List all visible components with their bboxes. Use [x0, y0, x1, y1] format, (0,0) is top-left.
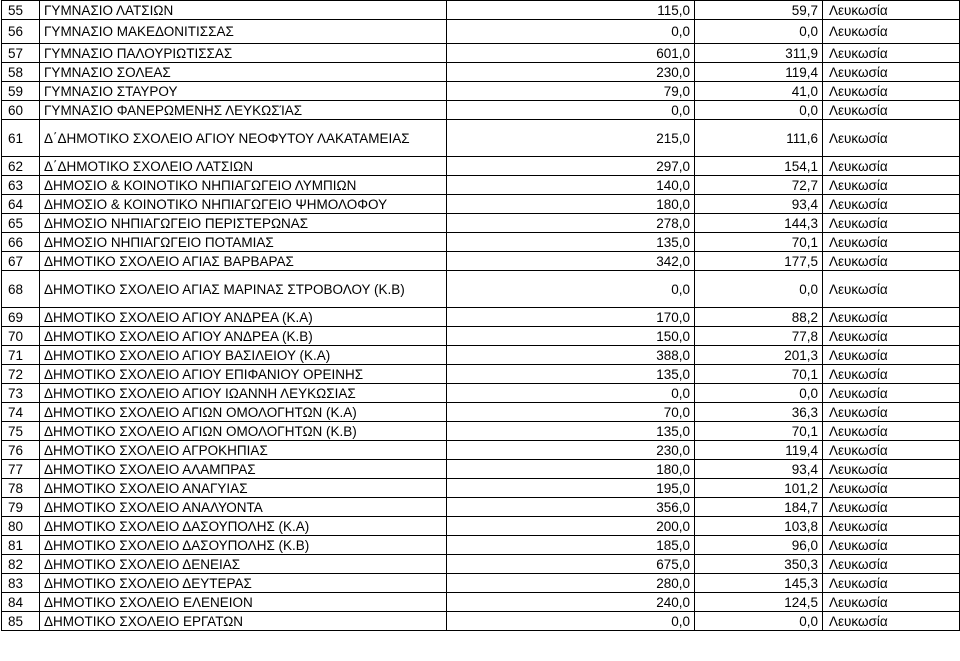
- row-number: 58: [2, 63, 40, 82]
- city: Λευκωσία: [823, 441, 960, 460]
- table-row: [2, 403, 960, 422]
- table-row: [2, 574, 960, 593]
- city: Λευκωσία: [823, 308, 960, 327]
- table-row: [2, 346, 960, 365]
- value-2: 59,7: [695, 1, 823, 20]
- table-row: [2, 441, 960, 460]
- school-name: ΔΗΜΟΣΙΟ & ΚΟΙΝΟΤΙΚΟ ΝΗΠΙΑΓΩΓΕΙΟ ΛΥΜΠΙΩΝ: [40, 176, 447, 195]
- value-1: 170,0: [447, 308, 695, 327]
- school-name: ΓΥΜΝΑΣΙΟ ΦΑΝΕΡΩΜΕΝΗΣ ΛΕΥΚΩΣΊΑΣ: [40, 101, 447, 120]
- value-2: 41,0: [695, 82, 823, 101]
- row-number: 55: [2, 1, 40, 20]
- row-number: 65: [2, 214, 40, 233]
- city: Λευκωσία: [823, 1, 960, 20]
- value-1: 185,0: [447, 536, 695, 555]
- value-1: 215,0: [447, 120, 695, 157]
- value-2: 70,1: [695, 365, 823, 384]
- city: Λευκωσία: [823, 365, 960, 384]
- city: Λευκωσία: [823, 422, 960, 441]
- value-2: 119,4: [695, 63, 823, 82]
- value-1: 0,0: [447, 101, 695, 120]
- table-row: [2, 214, 960, 233]
- table-row: [2, 252, 960, 271]
- row-number: 62: [2, 157, 40, 176]
- row-number: 76: [2, 441, 40, 460]
- city: Λευκωσία: [823, 157, 960, 176]
- value-1: 0,0: [447, 20, 695, 44]
- value-2: 70,1: [695, 233, 823, 252]
- school-name: ΔΗΜΟΤΙΚΟ ΣΧΟΛΕΙΟ ΑΛΑΜΠΡΑΣ: [40, 460, 447, 479]
- school-name: ΔΗΜΟΤΙΚΟ ΣΧΟΛΕΙΟ ΑΓΙΟΥ ΑΝΔΡΕΑ (Κ.Α): [40, 308, 447, 327]
- value-2: 93,4: [695, 195, 823, 214]
- row-number: 64: [2, 195, 40, 214]
- school-name: ΓΥΜΝΑΣΙΟ ΜΑΚΕΔΟΝΙΤΙΣΣΑΣ: [40, 20, 447, 44]
- row-number: 56: [2, 20, 40, 44]
- school-name: ΔΗΜΟΤΙΚΟ ΣΧΟΛΕΙΟ ΑΓΙΩΝ ΟΜΟΛΟΓΗΤΩΝ (Κ.Α): [40, 403, 447, 422]
- table-row: [2, 422, 960, 441]
- table-row: [2, 233, 960, 252]
- table-row: [2, 555, 960, 574]
- value-1: 601,0: [447, 44, 695, 63]
- value-2: 201,3: [695, 346, 823, 365]
- row-number: 59: [2, 82, 40, 101]
- city: Λευκωσία: [823, 176, 960, 195]
- value-1: 0,0: [447, 271, 695, 308]
- value-1: 297,0: [447, 157, 695, 176]
- school-name: ΔΗΜΟΤΙΚΟ ΣΧΟΛΕΙΟ ΕΛΕΝΕΙΟΝ: [40, 593, 447, 612]
- table-row: [2, 20, 960, 44]
- value-2: 96,0: [695, 536, 823, 555]
- school-name: ΔΗΜΟΣΙΟ ΝΗΠΙΑΓΩΓΕΙΟ ΠΕΡΙΣΤΕΡΩΝΑΣ: [40, 214, 447, 233]
- table-row: [2, 612, 960, 631]
- row-number: 69: [2, 308, 40, 327]
- value-2: 72,7: [695, 176, 823, 195]
- value-1: 180,0: [447, 195, 695, 214]
- value-2: 177,5: [695, 252, 823, 271]
- row-number: 60: [2, 101, 40, 120]
- school-name: ΔΗΜΟΣΙΟ & ΚΟΙΝΟΤΙΚΟ ΝΗΠΙΑΓΩΓΕΙΟ ΨΗΜΟΛΟΦΟΥ: [40, 195, 447, 214]
- value-1: 342,0: [447, 252, 695, 271]
- city: Λευκωσία: [823, 233, 960, 252]
- value-1: 230,0: [447, 63, 695, 82]
- value-1: 280,0: [447, 574, 695, 593]
- city: Λευκωσία: [823, 252, 960, 271]
- value-2: 0,0: [695, 384, 823, 403]
- city: Λευκωσία: [823, 536, 960, 555]
- value-2: 124,5: [695, 593, 823, 612]
- value-1: 195,0: [447, 479, 695, 498]
- city: Λευκωσία: [823, 612, 960, 631]
- city: Λευκωσία: [823, 214, 960, 233]
- table-body: [2, 1, 960, 631]
- schools-table: [1, 0, 960, 631]
- school-name: Δ΄ΔΗΜΟΤΙΚΟ ΣΧΟΛΕΙΟ ΑΓΙΟΥ ΝΕΟΦΥΤΟΥ ΛΑΚΑΤΑΜΕΙΑΣ: [40, 120, 447, 157]
- value-2: 0,0: [695, 20, 823, 44]
- row-number: 68: [2, 271, 40, 308]
- value-2: 77,8: [695, 327, 823, 346]
- row-number: 57: [2, 44, 40, 63]
- city: Λευκωσία: [823, 44, 960, 63]
- city: Λευκωσία: [823, 384, 960, 403]
- value-1: 388,0: [447, 346, 695, 365]
- row-number: 70: [2, 327, 40, 346]
- row-number: 82: [2, 555, 40, 574]
- value-2: 36,3: [695, 403, 823, 422]
- value-1: 230,0: [447, 441, 695, 460]
- school-name: ΔΗΜΟΤΙΚΟ ΣΧΟΛΕΙΟ ΕΡΓΑΤΩΝ: [40, 612, 447, 631]
- school-name: ΔΗΜΟΣΙΟ ΝΗΠΙΑΓΩΓΕΙΟ ΠΟΤΑΜΙΑΣ: [40, 233, 447, 252]
- school-name: ΔΗΜΟΤΙΚΟ ΣΧΟΛΕΙΟ ΑΓΙΑΣ ΒΑΡΒΑΡΑΣ: [40, 252, 447, 271]
- table-row: [2, 593, 960, 612]
- value-1: 0,0: [447, 384, 695, 403]
- table-row: [2, 101, 960, 120]
- city: Λευκωσία: [823, 120, 960, 157]
- table-row: [2, 271, 960, 308]
- value-1: 79,0: [447, 82, 695, 101]
- value-1: 70,0: [447, 403, 695, 422]
- city: Λευκωσία: [823, 555, 960, 574]
- row-number: 75: [2, 422, 40, 441]
- row-number: 79: [2, 498, 40, 517]
- value-1: 240,0: [447, 593, 695, 612]
- city: Λευκωσία: [823, 82, 960, 101]
- row-number: 71: [2, 346, 40, 365]
- value-2: 145,3: [695, 574, 823, 593]
- table-row: [2, 498, 960, 517]
- value-2: 103,8: [695, 517, 823, 536]
- value-1: 135,0: [447, 233, 695, 252]
- city: Λευκωσία: [823, 498, 960, 517]
- row-number: 74: [2, 403, 40, 422]
- table-row: [2, 176, 960, 195]
- table-row: [2, 308, 960, 327]
- school-name: ΔΗΜΟΤΙΚΟ ΣΧΟΛΕΙΟ ΑΓΙΑΣ ΜΑΡΙΝΑΣ ΣΤΡΟΒΟΛΟΥ (Κ.Β): [40, 271, 447, 308]
- row-number: 81: [2, 536, 40, 555]
- value-1: 675,0: [447, 555, 695, 574]
- value-2: 144,3: [695, 214, 823, 233]
- row-number: 73: [2, 384, 40, 403]
- value-2: 350,3: [695, 555, 823, 574]
- table-row: [2, 517, 960, 536]
- value-1: 278,0: [447, 214, 695, 233]
- school-name: ΔΗΜΟΤΙΚΟ ΣΧΟΛΕΙΟ ΑΝΑΓΥΙΑΣ: [40, 479, 447, 498]
- value-1: 200,0: [447, 517, 695, 536]
- row-number: 85: [2, 612, 40, 631]
- row-number: 77: [2, 460, 40, 479]
- table-row: [2, 120, 960, 157]
- value-2: 88,2: [695, 308, 823, 327]
- city: Λευκωσία: [823, 63, 960, 82]
- table-row: [2, 479, 960, 498]
- value-1: 140,0: [447, 176, 695, 195]
- value-2: 0,0: [695, 612, 823, 631]
- city: Λευκωσία: [823, 460, 960, 479]
- row-number: 67: [2, 252, 40, 271]
- value-2: 311,9: [695, 44, 823, 63]
- table-row: [2, 1, 960, 20]
- school-name: ΔΗΜΟΤΙΚΟ ΣΧΟΛΕΙΟ ΑΓΙΟΥ ΙΩΑΝΝΗ ΛΕΥΚΩΣΙΑΣ: [40, 384, 447, 403]
- school-name: ΔΗΜΟΤΙΚΟ ΣΧΟΛΕΙΟ ΑΓΙΩΝ ΟΜΟΛΟΓΗΤΩΝ (Κ.Β): [40, 422, 447, 441]
- table-row: [2, 44, 960, 63]
- school-name: ΔΗΜΟΤΙΚΟ ΣΧΟΛΕΙΟ ΑΝΑΛΥΟΝΤΑ: [40, 498, 447, 517]
- row-number: 80: [2, 517, 40, 536]
- value-2: 184,7: [695, 498, 823, 517]
- value-2: 0,0: [695, 271, 823, 308]
- school-name: Δ΄ΔΗΜΟΤΙΚΟ ΣΧΟΛΕΙΟ ΛΑΤΣΙΩΝ: [40, 157, 447, 176]
- school-name: ΓΥΜΝΑΣΙΟ ΠΑΛΟΥΡΙΩΤΙΣΣΑΣ: [40, 44, 447, 63]
- row-number: 61: [2, 120, 40, 157]
- value-1: 135,0: [447, 365, 695, 384]
- value-2: 0,0: [695, 101, 823, 120]
- city: Λευκωσία: [823, 593, 960, 612]
- city: Λευκωσία: [823, 101, 960, 120]
- value-1: 135,0: [447, 422, 695, 441]
- table-row: [2, 384, 960, 403]
- school-name: ΔΗΜΟΤΙΚΟ ΣΧΟΛΕΙΟ ΑΓΡΟΚΗΠΙΑΣ: [40, 441, 447, 460]
- value-2: 70,1: [695, 422, 823, 441]
- value-1: 180,0: [447, 460, 695, 479]
- city: Λευκωσία: [823, 403, 960, 422]
- school-name: ΓΥΜΝΑΣΙΟ ΛΑΤΣΙΩΝ: [40, 1, 447, 20]
- school-name: ΔΗΜΟΤΙΚΟ ΣΧΟΛΕΙΟ ΔΕΥΤΕΡΑΣ: [40, 574, 447, 593]
- city: Λευκωσία: [823, 517, 960, 536]
- school-name: ΔΗΜΟΤΙΚΟ ΣΧΟΛΕΙΟ ΔΑΣΟΥΠΟΛΗΣ (Κ.Α): [40, 517, 447, 536]
- school-name: ΔΗΜΟΤΙΚΟ ΣΧΟΛΕΙΟ ΑΓΙΟΥ ΑΝΔΡΕΑ (Κ.Β): [40, 327, 447, 346]
- table-row: [2, 63, 960, 82]
- row-number: 84: [2, 593, 40, 612]
- value-2: 119,4: [695, 441, 823, 460]
- school-name: ΓΥΜΝΑΣΙΟ ΣΤΑΥΡΟΥ: [40, 82, 447, 101]
- value-1: 150,0: [447, 327, 695, 346]
- value-2: 93,4: [695, 460, 823, 479]
- row-number: 63: [2, 176, 40, 195]
- table-row: [2, 157, 960, 176]
- school-name: ΔΗΜΟΤΙΚΟ ΣΧΟΛΕΙΟ ΔΕΝΕΙΑΣ: [40, 555, 447, 574]
- city: Λευκωσία: [823, 20, 960, 44]
- table-row: [2, 327, 960, 346]
- row-number: 78: [2, 479, 40, 498]
- table-row: [2, 195, 960, 214]
- table-row: [2, 82, 960, 101]
- city: Λευκωσία: [823, 327, 960, 346]
- school-name: ΓΥΜΝΑΣΙΟ ΣΟΛΕΑΣ: [40, 63, 447, 82]
- row-number: 83: [2, 574, 40, 593]
- table-row: [2, 460, 960, 479]
- table-row: [2, 365, 960, 384]
- row-number: 72: [2, 365, 40, 384]
- value-2: 154,1: [695, 157, 823, 176]
- table-row: [2, 536, 960, 555]
- city: Λευκωσία: [823, 346, 960, 365]
- city: Λευκωσία: [823, 271, 960, 308]
- value-1: 115,0: [447, 1, 695, 20]
- city: Λευκωσία: [823, 574, 960, 593]
- school-name: ΔΗΜΟΤΙΚΟ ΣΧΟΛΕΙΟ ΔΑΣΟΥΠΟΛΗΣ (Κ.Β): [40, 536, 447, 555]
- value-2: 101,2: [695, 479, 823, 498]
- value-1: 0,0: [447, 612, 695, 631]
- school-name: ΔΗΜΟΤΙΚΟ ΣΧΟΛΕΙΟ ΑΓΙΟΥ ΕΠΙΦΑΝΙΟΥ ΟΡΕΙΝΗΣ: [40, 365, 447, 384]
- city: Λευκωσία: [823, 195, 960, 214]
- school-name: ΔΗΜΟΤΙΚΟ ΣΧΟΛΕΙΟ ΑΓΙΟΥ ΒΑΣΙΛΕΙΟΥ (Κ.Α): [40, 346, 447, 365]
- value-1: 356,0: [447, 498, 695, 517]
- city: Λευκωσία: [823, 479, 960, 498]
- row-number: 66: [2, 233, 40, 252]
- value-2: 111,6: [695, 120, 823, 157]
